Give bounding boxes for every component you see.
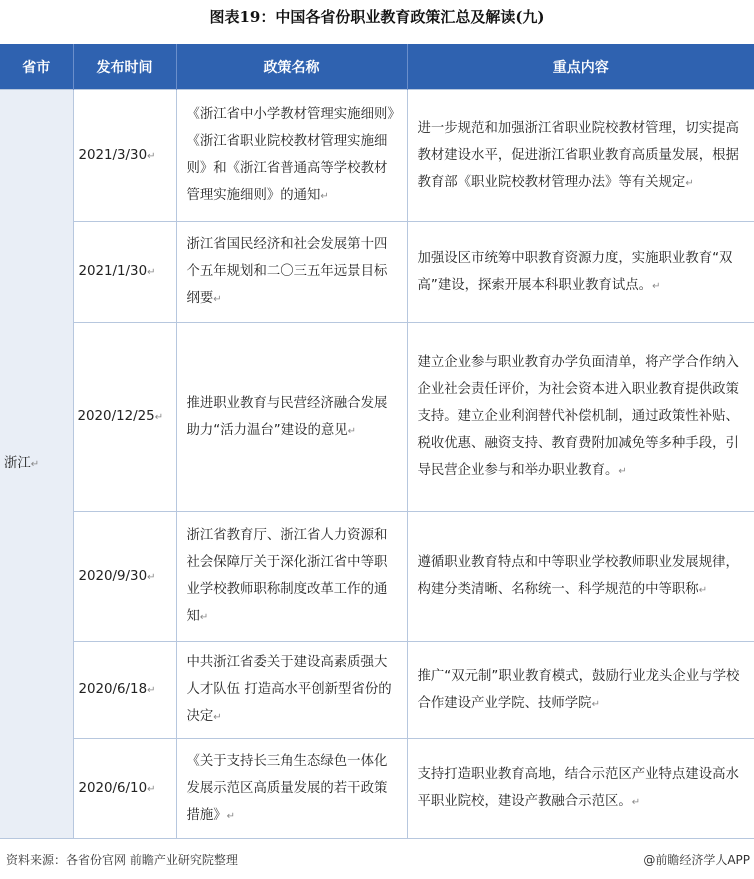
key-content-cell: 建立企业参与职业教育办学负面清单，将产学合作纳入企业社会责任评价，为社会资本进入职业教育提供政策支持。建立企业利润替代补偿机制，通过政策性补贴、税收优惠、融资支持、教育费附加减免等多种手段，引导民营企业参与和举办职业教育。↵	[407, 323, 754, 512]
key-content-cell: 推广“双元制”职业教育模式，鼓励行业龙头企业与学校合作建设产业学院、技师学院↵	[407, 642, 754, 739]
date-cell: 2021/3/30↵	[73, 90, 176, 222]
table-header-row	[0, 44, 754, 90]
source-note: 资料来源：各省份官网 前瞻产业研究院整理	[6, 853, 238, 867]
key-content-cell: 加强设区市统筹中职教育资源力度，实施职业教育“双高”建设，探索开展本科职业教育试点。↵	[407, 222, 754, 323]
date-cell: 2020/12/25↵	[73, 323, 176, 512]
chart-title: 图表19：中国各省份职业教育政策汇总及解读(九)	[209, 8, 545, 26]
table-row	[0, 323, 754, 512]
header-policy-name: 政策名称	[176, 44, 407, 90]
date-cell: 2020/9/30↵	[73, 512, 176, 642]
table-row	[0, 642, 754, 739]
policy-name-cell: 浙江省国民经济和社会发展第十四个五年规划和二〇三五年远景目标纲要↵	[176, 222, 407, 323]
date-cell: 2020/6/10↵	[73, 739, 176, 839]
key-content-cell: 遵循职业教育特点和中等职业学校教师职业发展规律，构建分类清晰、名称统一、科学规范的中等职称↵	[407, 512, 754, 642]
footer	[0, 849, 754, 869]
province-cell: 浙江↵	[0, 90, 73, 839]
table-row	[0, 90, 754, 222]
policy-name-cell: 中共浙江省委关于建设高素质强大人才队伍 打造高水平创新型省份的决定↵	[176, 642, 407, 739]
policy-name-cell: 推进职业教育与民营经济融合发展助力“活力温台”建设的意见↵	[176, 323, 407, 512]
brand-credit: @前瞻经济学人APP	[643, 853, 750, 867]
table-row	[0, 739, 754, 839]
table-row	[0, 222, 754, 323]
key-content-cell: 支持打造职业教育高地，结合示范区产业特点建设高水平职业院校，建设产教融合示范区。↵	[407, 739, 754, 839]
table-row	[0, 512, 754, 642]
policy-table	[0, 44, 754, 839]
policy-name-cell: 浙江省教育厅、浙江省人力资源和社会保障厅关于深化浙江省中等职业学校教师职称制度改革工作的通知↵	[176, 512, 407, 642]
key-content-cell: 进一步规范和加强浙江省职业院校教材管理，切实提高教材建设水平，促进浙江省职业教育高质量发展，根据教育部《职业院校教材管理办法》等有关规定↵	[407, 90, 754, 222]
date-cell: 2020/6/18↵	[73, 642, 176, 739]
date-cell: 2021/1/30↵	[73, 222, 176, 323]
header-province: 省市	[0, 44, 73, 90]
header-key-content: 重点内容	[407, 44, 754, 90]
policy-name-cell: 《关于支持长三角生态绿色一体化发展示范区高质量发展的若干政策措施》↵	[176, 739, 407, 839]
header-date: 发布时间	[73, 44, 176, 90]
policy-name-cell: 《浙江省中小学教材管理实施细则》《浙江省职业院校教材管理实施细则》和《浙江省普通高等学校教材管理实施细则》的通知↵	[176, 90, 407, 222]
